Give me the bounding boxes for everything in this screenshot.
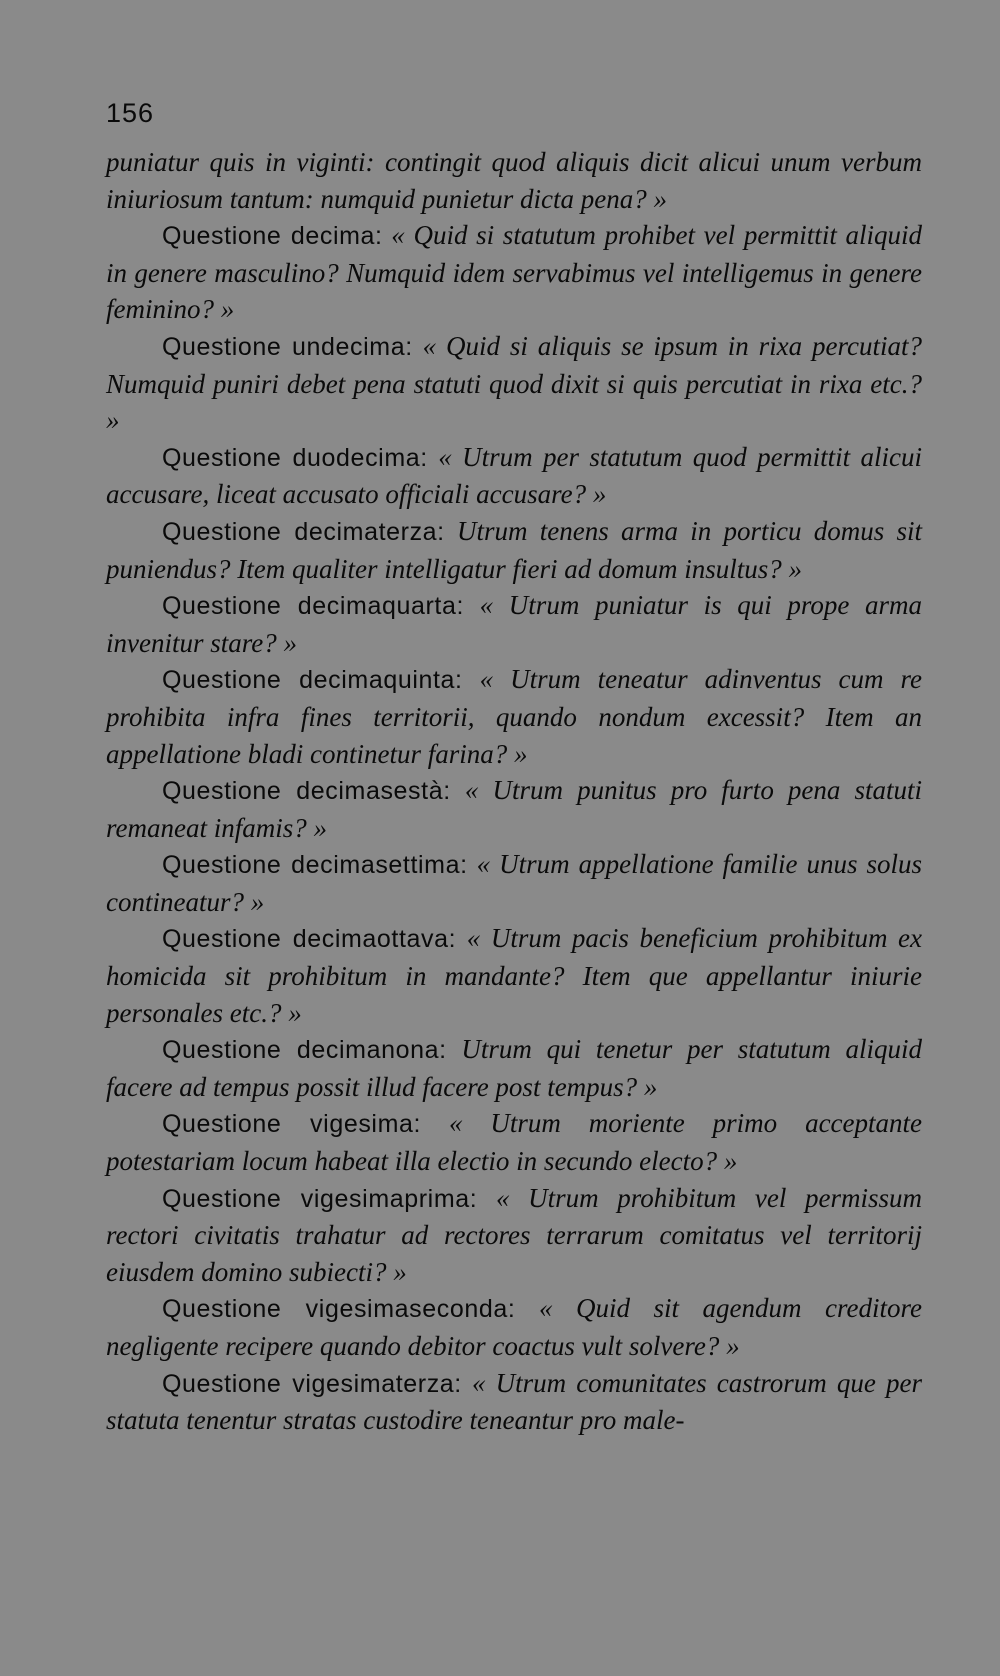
paragraph-questione-vigesima [106,1105,922,1179]
paragraph-questione-duodecima [106,439,922,513]
paragraph-lead: Questione decimanona: [162,1036,447,1065]
paragraph-text: « Utrum teneatur adinventus cum re prohibita infra fines territorii, quando nondum excessit? Item an appellatione bladi continetur farina? » [106,664,922,769]
paragraph-lead: Questione vigesimaseconda: [162,1295,516,1324]
paragraph-lead: Questione vigesima: [162,1110,422,1139]
paragraph-questione-undecima [106,328,922,439]
paragraph-text: « Utrum appellatione familie unus solus contineatur? » [106,849,922,917]
paragraph-questione-vigesimaprima [106,1180,922,1291]
paragraph-questione-decimasesta [106,772,922,846]
paragraph-questione-decimaquarta [106,587,922,661]
paragraph-text: « Utrum puniatur is qui prope arma invenitur stare? » [106,590,923,658]
paragraph-lead: Questione decimaottava: [162,925,457,954]
paragraph-text: « Quid si aliquis se ipsum in rixa percutiat? Numquid puniri debet pena statuti quod dixit si quis percutiat in rixa etc.? » [106,330,922,436]
body-text [106,144,922,1439]
paragraph-text: « Utrum punitus pro furto pena statuti remaneat infamis? » [106,775,923,843]
page-number: 156 [106,98,155,128]
paragraph-lead: Questione decimaterza: [162,517,445,546]
paragraph-questione-vigesimaseconda [106,1290,922,1364]
paragraph-lead: Questione decimasettima: [162,851,468,880]
paragraph-text: Utrum qui tenetur per statutum aliquid facere ad tempus possit illud facere post tempus? » [106,1034,922,1102]
paragraph-text: Utrum tenens arma in porticu domus sit puniendus? Item qualiter intelligatur fieri ad domum insultus? » [106,515,923,584]
paragraph-text: « Utrum per statutum quod permittit alicui accusare, liceat accusato officiali accusare? » [106,441,922,510]
paragraph-lead: Questione duodecima: [162,443,428,472]
paragraph-questione-decima [106,217,922,328]
paragraph-text: puniatur quis in viginti: contingit quod aliquis dicit alicui unum verbum iniuriosum tantum: numquid punietur dicta pena? » [106,147,922,214]
paragraph-questione-vigesimaterza [106,1365,922,1439]
paragraph-text: « Utrum pacis beneficium prohibitum ex homicida sit prohibitum in mandante? Item que appellantur iniurie personales etc.? » [106,923,923,1028]
paragraph-lead: Questione decimasestà: [162,777,451,806]
paragraph-questione-decimasettima [106,846,922,920]
paragraph-text: « Utrum moriente primo acceptante potestariam locum habeat illa electio in secundo electo? » [106,1108,923,1177]
paragraph-lead: Questione decima: [162,222,383,251]
paragraph-lead: Questione vigesimaterza: [162,1369,462,1398]
paragraph-text: « Quid si statutum prohibet vel permittit aliquid in genere masculino? Numquid idem servabimus vel intelligemus in genere feminino? » [106,220,922,325]
paragraph-text: « Utrum comunitates castrorum que per statuta tenentur stratas custodire teneantur pro male- [106,1367,923,1436]
paragraph-lead: Questione vigesimaprima: [162,1184,478,1213]
paragraph-questione-decimaottava [106,920,922,1031]
paragraph-questione-decimaterza [106,513,922,587]
paragraph-lead: Questione decimaquinta: [162,666,463,695]
paragraph-lead: Questione decimaquarta: [162,592,465,621]
paragraph-lead: Questione undecima: [162,332,413,361]
paragraph-continuation [106,144,922,217]
paragraph-questione-decimaquinta [106,661,922,772]
paragraph-questione-decimanona [106,1031,922,1105]
paragraph-text: « Utrum prohibitum vel permissum rectori civitatis trahatur ad rectores terrarum comitatus vel territorij eiusdem domino subiecti? » [106,1182,922,1287]
paragraph-text: « Quid sit agendum creditore negligente recipere quando debitor coactus vult solvere? » [106,1293,922,1361]
